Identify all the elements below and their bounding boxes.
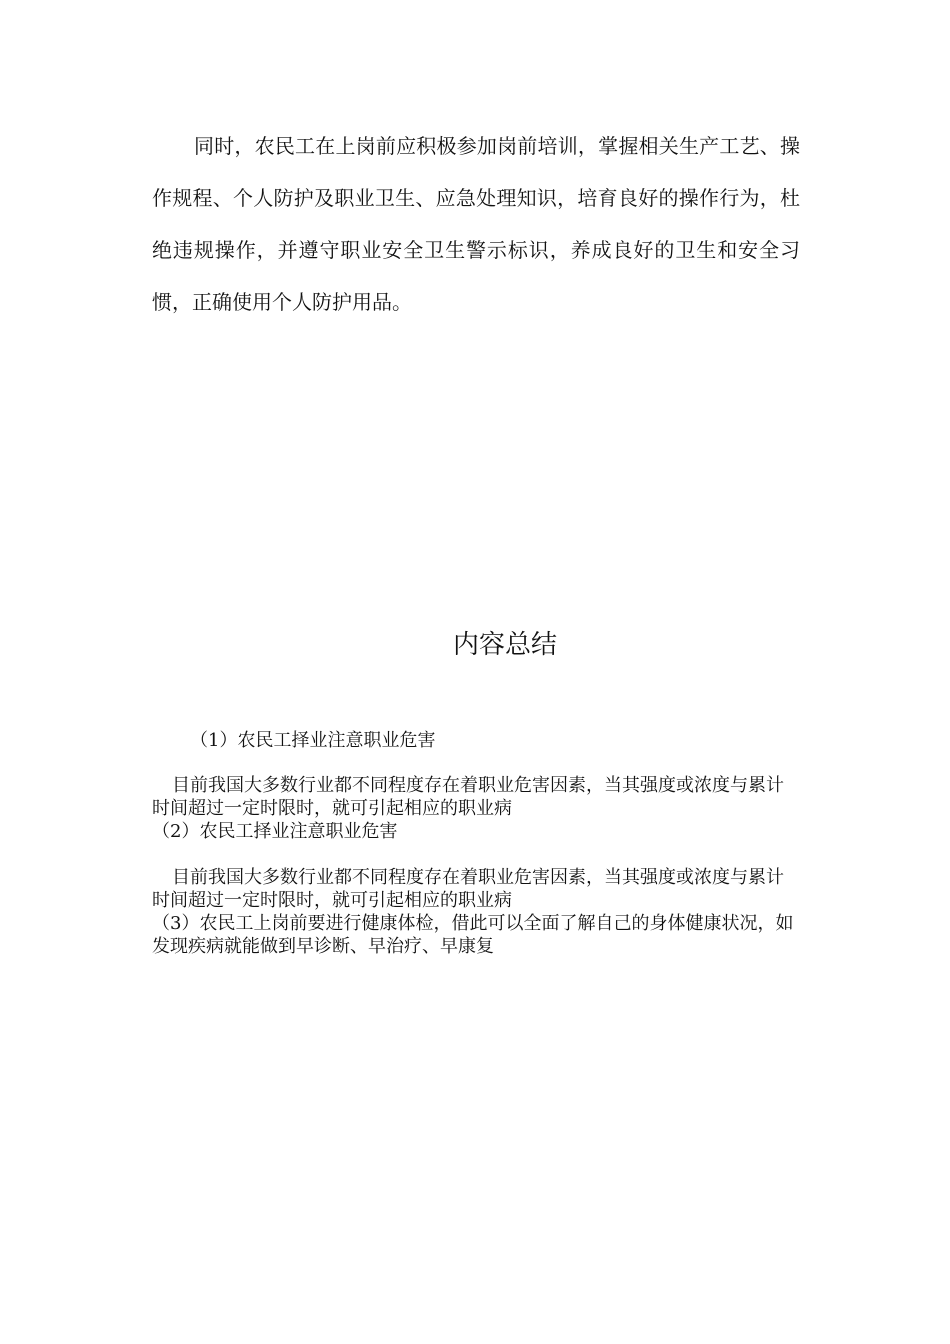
intro-paragraph: 同时，农民工在上岗前应积极参加岗前培训，掌握相关生产工艺、操作规程、个人防护及职业卫生、应急处理知识，培育良好的操作行为，杜绝违规操作，并遵守职业安全卫生警示标识，养成良好的卫生和安全习惯，正确使用个人防护用品。: [152, 134, 800, 314]
summary-body: [152, 774, 800, 958]
paragraph-gap: [152, 843, 800, 866]
summary-title: 内容总结: [452, 630, 557, 660]
summary-paragraph-1: 目前我国大多数行业都不同程度存在着职业危害因素，当其强度或浓度与累计时间超过一定时限时，就可引起相应的职业病: [152, 775, 784, 819]
summary-item-2: （2）农民工择业注意职业危害: [152, 821, 398, 842]
summary-paragraph-2: 目前我国大多数行业都不同程度存在着职业危害因素，当其强度或浓度与累计时间超过一定时限时，就可引起相应的职业病: [152, 867, 784, 911]
summary-heading-1: （1）农民工择业注意职业危害: [190, 730, 436, 751]
summary-item-3: （3）农民工上岗前要进行健康体检，借此可以全面了解自己的身体健康状况，如发现疾病就能做到早诊断、早治疗、早康复: [152, 913, 794, 957]
